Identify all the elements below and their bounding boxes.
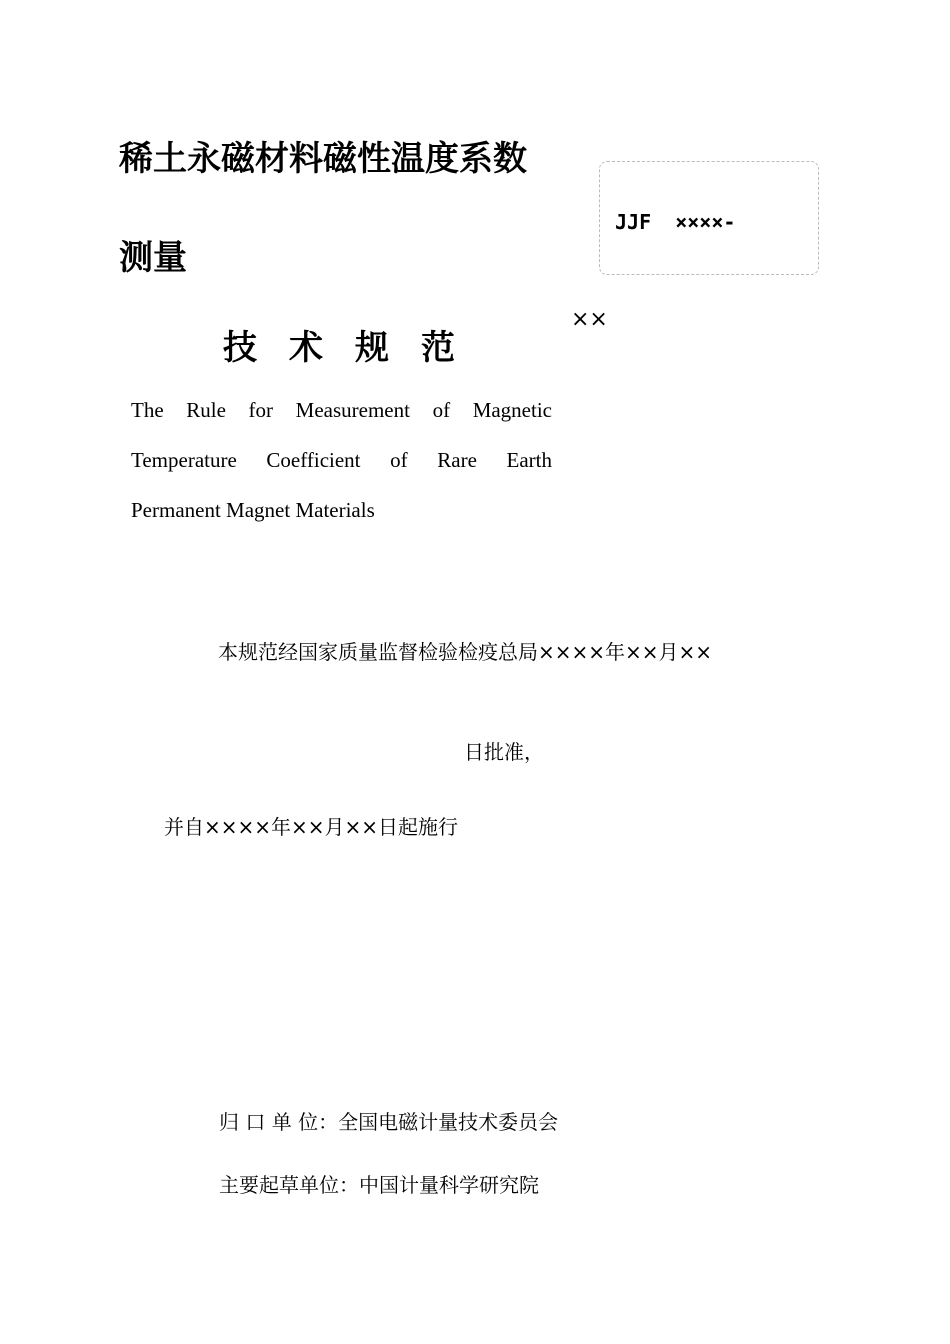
document-code-suffix: ×× xyxy=(571,307,608,332)
responsible-unit: 归 口 单 位：全国电磁计量技术委员会 xyxy=(219,1110,559,1134)
english-title-line-2: Temperature Coefficient of Rare Earth xyxy=(131,448,552,472)
approval-text-line-2: 日批准， xyxy=(464,740,544,764)
approval-text-line-1: 本规范经国家质量监督检验检疫总局××××年××月×× xyxy=(218,640,713,664)
effective-date-text: 并自××××年××月××日起施行 xyxy=(164,815,459,839)
english-title-line-1: The Rule for Measurement of Magnetic xyxy=(131,398,552,422)
title-line-2: 测量 xyxy=(119,238,187,278)
english-title-line-3: Permanent Magnet Materials xyxy=(131,498,375,522)
title-line-1: 稀土永磁材料磁性温度系数 xyxy=(119,139,527,179)
document-code: JJF ××××- xyxy=(615,210,736,234)
document-code-box xyxy=(599,161,819,275)
drafting-unit: 主要起草单位：中国计量科学研究院 xyxy=(219,1173,539,1197)
subtitle: 技术规范 xyxy=(223,328,487,368)
